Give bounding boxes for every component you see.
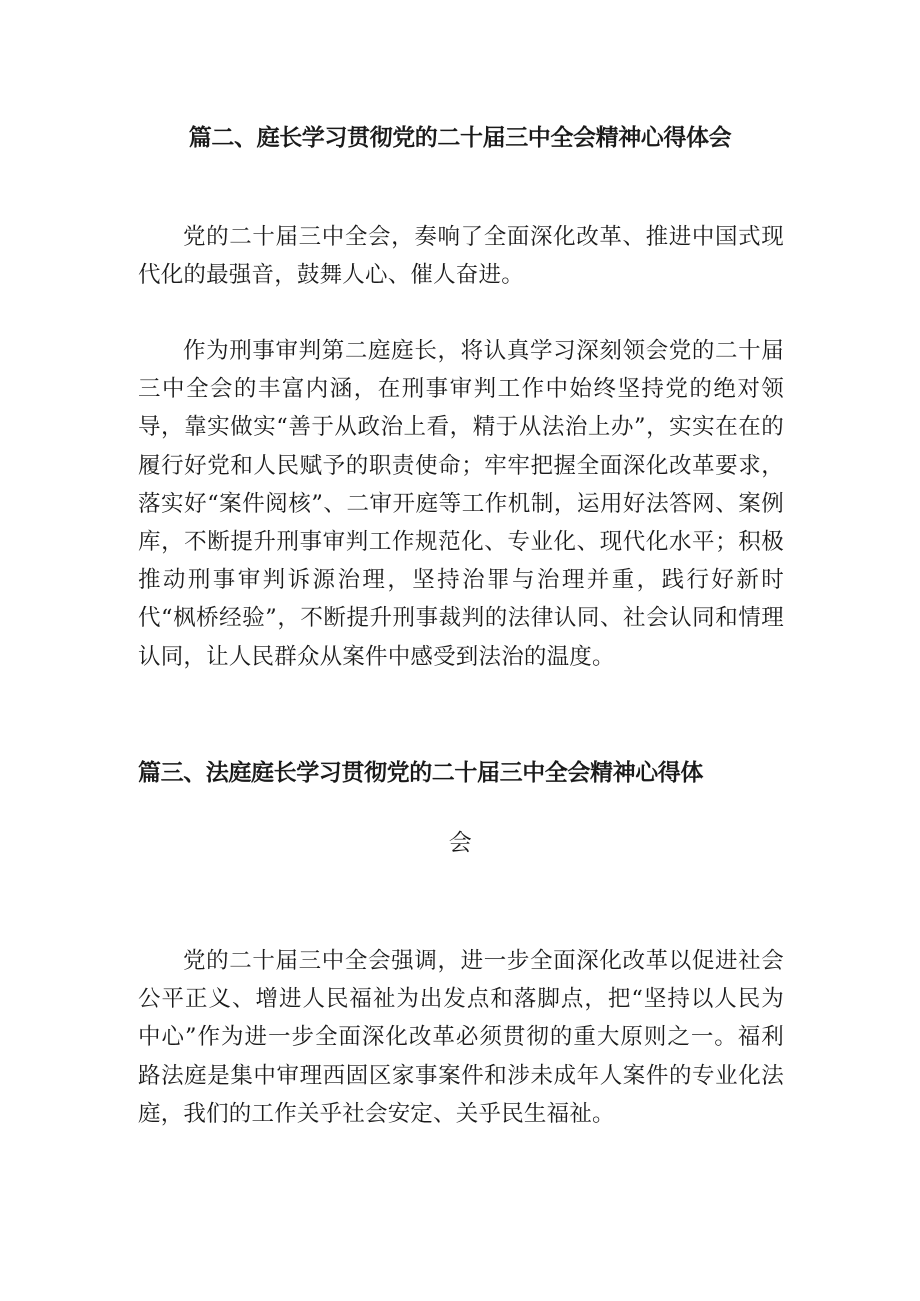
- section-2-paragraph-1: 党的二十届三中全会，奏响了全面深化改革、推进中国式现代化的最强音，鼓舞人心、催人奋进。: [138, 224, 784, 289]
- section-2-paragraph-2: 作为刑事审判第二庭庭长，将认真学习深刻领会党的二十届三中全会的丰富内涵，在刑事审判工作中始终坚持党的绝对领导，靠实做实“善于从政治上看，精于从法治上办”，实实在在的履行好党和人民赋予的职责使命；牢牢把握全面深化改革要求，落实好“案件阅核”、二审开庭等工作机制，运用好法答网、案例库，不断提升刑事审判工作规范化、专业化、现代化水平；积极推动刑事审判诉源治理，坚持治罪与治理并重，践行好新时代“枫桥经验”，不断提升刑事裁判的法律认同、社会认同和情理认同，让人民群众从案件中感受到法治的温度。: [138, 338, 784, 670]
- section-title-2: 篇二、庭长学习贯彻党的二十届三中全会精神心得体会: [188, 125, 732, 151]
- section-title-3-continued: 会: [448, 830, 472, 856]
- section-3-paragraph-1: 党的二十届三中全会强调，进一步全面深化改革以促进社会公平正义、增进人民福祉为出发点和落脚点，把“坚持以人民为中心”作为进一步全面深化改革必须贯彻的重大原则之一。福利路法庭是集中审理西固区家事案件和涉未成年人案件的专业化法庭，我们的工作关乎社会安定、关乎民生福祉。: [138, 948, 784, 1127]
- section-title-3: 篇三、法庭庭长学习贯彻党的二十届三中全会精神心得体: [138, 760, 704, 786]
